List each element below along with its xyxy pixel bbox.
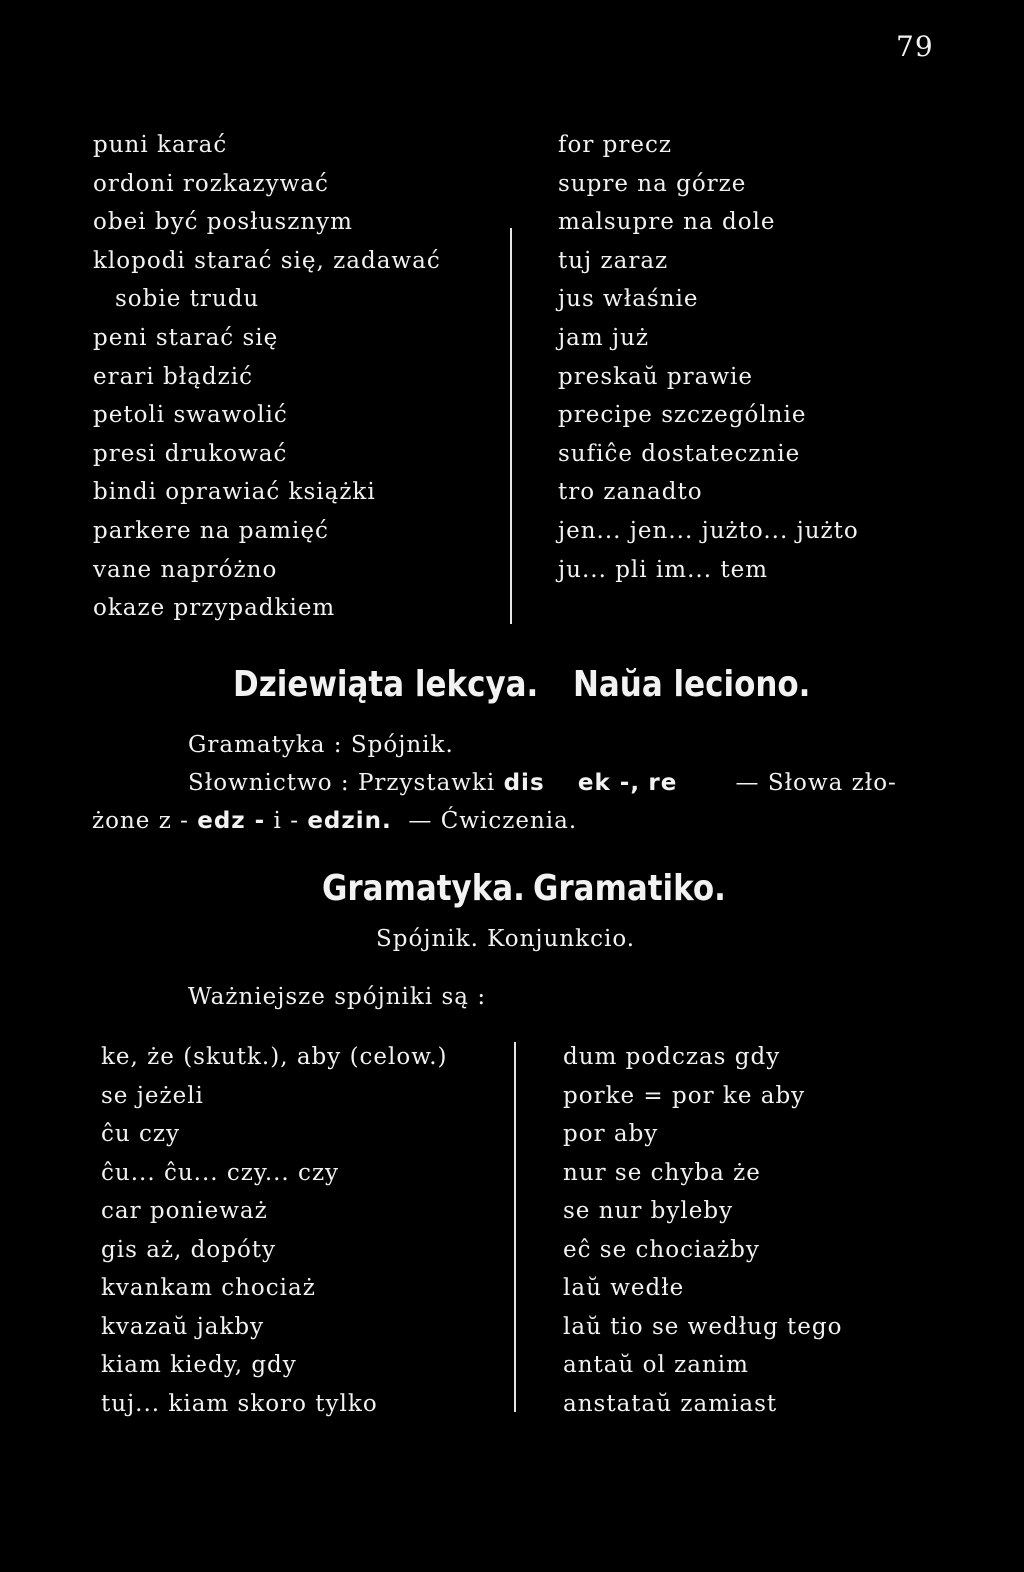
column-divider <box>514 1042 516 1412</box>
list-item: car ponieważ <box>101 1198 268 1224</box>
list-item: okaze przypadkiem <box>93 595 336 622</box>
vocabulary-label: Słownictwo : <box>188 770 350 796</box>
compound-words-text: — Słowa zło- <box>735 770 897 796</box>
list-item: preskaŭ prawie <box>558 363 753 390</box>
list-item: laŭ tio se według tego <box>563 1313 843 1340</box>
list-item: ju... pli im... tem <box>558 556 769 583</box>
list-item: antaŭ ol zanim <box>563 1352 749 1378</box>
list-item: malsupre na dole <box>558 209 776 236</box>
conjunction-subtitle: Spójnik. Konjunkcio. <box>376 926 636 952</box>
grammar-section-title-esperanto: Gramatiko. <box>533 868 726 909</box>
list-item: ĉu czy <box>101 1121 180 1147</box>
list-item: jen... jen... jużto... jużto <box>558 517 859 544</box>
prefix-ek: ek -, <box>577 770 641 796</box>
prefix-re: re <box>648 770 678 796</box>
grammar-section-title: Gramatyka. <box>322 868 525 909</box>
list-item: klopodi starać się, zadawać <box>93 247 441 274</box>
and-text: i - <box>273 808 299 834</box>
prefixes-text: Przystawki <box>357 770 496 796</box>
lesson-title-esperanto: Naŭa leciono. <box>573 664 811 705</box>
list-item: laŭ wedłe <box>563 1275 685 1301</box>
list-item: se nur byleby <box>563 1198 734 1224</box>
compound-continuation: żone z - <box>92 808 189 834</box>
page-number: 79 <box>896 30 934 63</box>
list-item: kiam kiedy, gdy <box>101 1352 297 1378</box>
list-item: parkere na pamięć <box>93 517 329 544</box>
list-item: precipe szczególnie <box>558 402 807 429</box>
list-item: ĉu... ĉu... czy... czy <box>101 1159 340 1186</box>
lesson-vocabulary-line-continued <box>92 808 577 834</box>
list-item: ke, że (skutk.), aby (celow.) <box>101 1044 448 1070</box>
list-item: bindi oprawiać książki <box>93 479 376 506</box>
list-item: kvankam chociaż <box>101 1275 316 1301</box>
suffix-edzin: edzin. <box>307 808 392 834</box>
prefix-dis: dis <box>503 770 545 796</box>
list-item: ordoni rozkazywać <box>93 170 329 197</box>
list-item: se jeżeli <box>101 1082 204 1109</box>
list-item: obei być posłusznym <box>93 209 353 236</box>
vocabulary-list-right <box>558 126 859 589</box>
lesson-title: Dziewiąta lekcya. <box>233 664 539 705</box>
list-item: tuj zaraz <box>558 247 669 274</box>
list-item: supre na górze <box>558 170 747 197</box>
list-item: tro zanadto <box>558 479 703 506</box>
column-divider <box>510 228 512 624</box>
list-item: por aby <box>563 1121 659 1147</box>
grammar-label: Gramatyka : <box>188 732 343 758</box>
list-item: porke = por ke aby <box>563 1082 806 1109</box>
list-item: dum podczas gdy <box>563 1044 781 1070</box>
conjunction-list-right <box>563 1038 842 1423</box>
list-item: tuj... kiam skoro tylko <box>101 1390 378 1417</box>
list-item: petoli swawolić <box>93 402 288 429</box>
list-item: peni starać się <box>93 324 279 351</box>
list-item: kvazaŭ jakby <box>101 1313 265 1340</box>
exercises-text: — Ćwiczenia. <box>408 808 578 834</box>
list-item: erari błądzić <box>93 363 253 390</box>
list-item: gis aż, dopóty <box>101 1236 277 1263</box>
list-item: jus właśnie <box>558 286 699 313</box>
list-item: vane napróżno <box>93 556 278 583</box>
list-item: jam już <box>558 324 650 351</box>
list-item: sobie trudu <box>115 286 260 313</box>
list-item: anstataŭ zamiast <box>563 1390 778 1417</box>
conjunctions-intro: Ważniejsze spójniki są : <box>188 984 487 1010</box>
suffix-edz: edz - <box>197 808 266 834</box>
lesson-grammar-line <box>188 732 454 758</box>
list-item: for precz <box>558 132 672 158</box>
lesson-vocabulary-line <box>188 770 897 796</box>
list-item: eĉ se chociażby <box>563 1236 760 1263</box>
conjunction-list-left <box>101 1038 447 1423</box>
grammar-value: Spójnik. <box>350 732 454 758</box>
list-item: nur se chyba że <box>563 1159 761 1186</box>
vocabulary-list-left <box>93 126 441 628</box>
list-item: sufiĉe dostatecznie <box>558 440 801 467</box>
list-item: presi drukować <box>93 440 288 467</box>
list-item: puni karać <box>93 132 228 158</box>
